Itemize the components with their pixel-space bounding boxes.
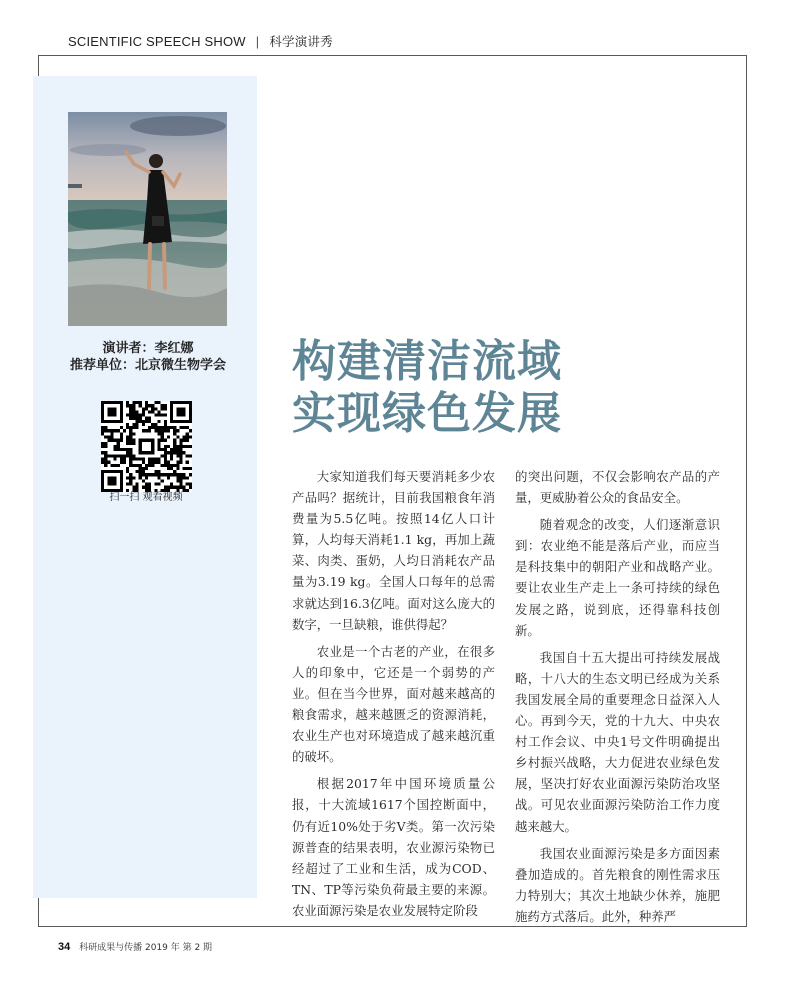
- speaker-info: [58, 340, 238, 374]
- qr-caption: 扫一扫 观看视频: [109, 492, 183, 503]
- paragraph: 我国农业面源污染是多方面因素叠加造成的。首先粮食的刚性需求压力特别大；其次土地缺少休养，施肥施药方式落后。此外，种养严: [515, 845, 720, 924]
- page-number: 34: [58, 941, 71, 953]
- title-line-1: 构建清洁流域: [292, 336, 562, 387]
- header-divider: |: [255, 33, 260, 49]
- paragraph: 大家知道我们每天要消耗多少农产品吗？据统计，目前我国粮食年消费量为5.5亿吨。按照14亿人口计算，人均每天消耗1.1 kg，再加上蔬菜、肉类、蛋奶，人均日消耗农产品量为3.19 kg。全国人口每年的总需求就达到16.3亿吨。面对这么庞大的数字，一旦缺粮，谁供得起？: [292, 469, 495, 632]
- speaker-name: 演讲者：李红娜: [102, 341, 194, 356]
- paragraph-continuation: 的突出问题，不仅会影响农产品的产量，更威胁着公众的食品安全。: [515, 469, 720, 506]
- section-name-en: SCIENTIFIC SPEECH SHOW: [68, 33, 246, 49]
- section-header: [68, 30, 333, 52]
- article-title: [292, 336, 562, 440]
- article-column-1: [292, 466, 495, 927]
- paragraph: 根据2017年中国环境质量公报，十大流域1617个国控断面中，仍有近10%处于劣V类。第一次污染源普查的结果表明，农业源污染物已经超过了工业和生活，成为COD、TN、TP等污染负荷最主要的来源。农业面源污染是农业发展特定阶段: [292, 776, 495, 918]
- paragraph: 我国自十五大提出可持续发展战略，十八大的生态文明已经成为关系我国发展全局的重要理念日益深入人心。再到今天，党的十九大、中央农村工作会议、中央1号文件明确提出乡村振兴战略，大力促进农业绿色发展，坚决打好农业面源污染防治攻坚战。可见农业面源污染防治工作力度越来越大。: [515, 649, 720, 834]
- speaker-photo: [68, 112, 227, 326]
- title-line-2: 实现绿色发展: [292, 388, 562, 439]
- qr-code[interactable]: [101, 401, 192, 492]
- section-name-cn: 科学演讲秀: [269, 34, 333, 49]
- speaker-unit: 推荐单位：北京微生物学会: [69, 358, 226, 373]
- article-column-2: [515, 466, 720, 933]
- paragraph: 农业是一个古老的产业，在很多人的印象中，它还是一个弱势的产业。但在当今世界，面对越来越高的粮食需求，越来越匮乏的资源消耗，农业生产也对环境造成了越来越沉重的破坏。: [292, 643, 495, 765]
- page-footer: [58, 940, 212, 953]
- journal-info: 科研成果与传播 2019 年 第 2 期: [79, 943, 213, 953]
- paragraph: 随着观念的改变，人们逐渐意识到：农业绝不能是落后产业，而应当是科技集中的朝阳产业和战略产业。要让农业生产走上一条可持续的绿色发展之路，说到底，还得靠科技创新。: [515, 517, 720, 638]
